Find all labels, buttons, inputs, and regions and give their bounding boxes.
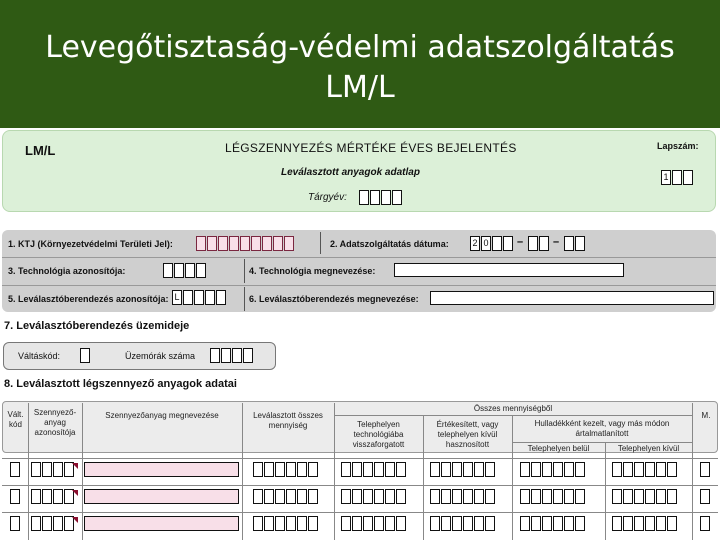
row-recycled-cell[interactable] [396, 516, 406, 531]
row-sold-cell[interactable] [485, 462, 495, 477]
field-separator-name-label: 6. Leválasztóberendezés megnevezése: [249, 294, 419, 304]
tech-id-cell[interactable] [185, 263, 195, 278]
row-pollutant-id-cell[interactable] [42, 489, 52, 504]
row-total-amount-cell[interactable] [297, 489, 307, 504]
row-sold-cell[interactable] [441, 516, 451, 531]
row-sold-cell[interactable] [452, 489, 462, 504]
row-waste-offsite-cell[interactable] [656, 462, 666, 477]
ktj-cell[interactable] [251, 236, 261, 251]
row-total-amount-cell[interactable] [297, 462, 307, 477]
row-sold[interactable] [430, 489, 496, 504]
field-tech-id-label: 3. Technológia azonosítója: [8, 266, 126, 276]
row-waste-offsite-cell[interactable] [623, 489, 633, 504]
row-sold-cell[interactable] [430, 489, 440, 504]
row-waste-offsite-cell[interactable] [667, 462, 677, 477]
row-total-amount-cell[interactable] [275, 516, 285, 531]
col-header-pollutant-name: Szennyezőanyag megnevezése [105, 411, 219, 420]
row-sold-cell[interactable] [441, 462, 451, 477]
row-pollutant-id-cell[interactable] [53, 516, 63, 531]
row-unit[interactable] [700, 516, 711, 531]
row-total-amount-cell[interactable] [297, 516, 307, 531]
row-recycled-cell[interactable] [396, 489, 406, 504]
col-header-group: Összes mennyiségből [473, 404, 553, 413]
row-waste-onsite-cell[interactable] [531, 489, 541, 504]
separator-id-cell[interactable] [216, 290, 226, 305]
slide-title-banner [0, 0, 720, 128]
row-recycled-cell[interactable] [341, 489, 351, 504]
hours-input[interactable] [210, 348, 254, 363]
col-header-offsite: Telephelyen kívül [617, 444, 680, 453]
row-total-amount[interactable] [253, 516, 319, 531]
separator-id-cell[interactable]: L [172, 290, 182, 305]
row-total-amount[interactable] [253, 462, 319, 477]
required-marker-icon [72, 490, 78, 496]
ktj-cell[interactable] [240, 236, 250, 251]
row-pollutant-id-cell[interactable] [53, 462, 63, 477]
date-cell[interactable]: 0 [481, 236, 491, 251]
row-sold-cell[interactable] [463, 489, 473, 504]
year-label: Tárgyév: [308, 192, 347, 203]
row-pollutant-id-cell[interactable] [53, 489, 63, 504]
field-ktj-label: 1. KTJ (Környezetvédelmi Területi Jel): [8, 239, 173, 249]
row-sold-cell[interactable] [474, 489, 484, 504]
year-input[interactable] [359, 190, 403, 205]
row-sold-cell[interactable] [452, 462, 462, 477]
row-divider [2, 512, 718, 513]
hours-cell[interactable] [232, 348, 242, 363]
row-sold-cell[interactable] [485, 516, 495, 531]
hours-cell[interactable] [210, 348, 220, 363]
row-pollutant-id-cell[interactable] [31, 516, 41, 531]
row-total-amount-cell[interactable] [308, 462, 318, 477]
row-switch-code[interactable] [10, 516, 21, 531]
row-recycled-cell[interactable] [363, 489, 373, 504]
separator-id-cell[interactable] [183, 290, 193, 305]
col-divider [692, 403, 693, 540]
page-cell[interactable] [683, 170, 693, 185]
row-switch-code[interactable] [10, 489, 21, 504]
row-waste-offsite-cell[interactable] [645, 516, 655, 531]
switch-code-input[interactable] [80, 348, 91, 363]
row-unit-cell[interactable] [700, 462, 710, 477]
row-waste-offsite-cell[interactable] [656, 516, 666, 531]
row-total-amount-cell[interactable] [264, 462, 274, 477]
divider [2, 285, 716, 286]
row-recycled-cell[interactable] [385, 489, 395, 504]
row-pollutant-name[interactable] [84, 462, 239, 477]
row-sold-cell[interactable] [441, 489, 451, 504]
row-recycled-cell[interactable] [374, 462, 384, 477]
row-waste-onsite-cell[interactable] [553, 489, 563, 504]
row-waste-onsite-cell[interactable] [542, 516, 552, 531]
separator-id-cell[interactable] [205, 290, 215, 305]
ktj-cell[interactable] [218, 236, 228, 251]
row-sold-cell[interactable] [452, 516, 462, 531]
row-switch-code-cell[interactable] [10, 516, 20, 531]
row-waste-onsite-cell[interactable] [553, 516, 563, 531]
row-total-amount[interactable] [253, 489, 319, 504]
page-cell[interactable]: 1 [661, 170, 671, 185]
row-waste-offsite-cell[interactable] [634, 516, 644, 531]
row-waste-offsite-cell[interactable] [645, 489, 655, 504]
col-header-switch: Vált. kód [7, 410, 24, 429]
ktj-cell[interactable] [207, 236, 217, 251]
year-cell[interactable] [359, 190, 369, 205]
row-pollutant-name[interactable] [84, 516, 239, 531]
row-total-amount-cell[interactable] [286, 462, 296, 477]
row-waste-offsite-cell[interactable] [612, 516, 622, 531]
row-sold[interactable] [430, 516, 496, 531]
tech-name-input[interactable] [394, 263, 624, 277]
field-tech-name-label: 4. Technológia megnevezése: [249, 266, 376, 276]
row-unit[interactable] [700, 462, 711, 477]
separator-id-input[interactable] [172, 290, 227, 305]
col-header-recycled: Telephelyen technológiába visszaforgatott [352, 420, 405, 449]
row-recycled-cell[interactable] [385, 462, 395, 477]
hours-cell[interactable] [243, 348, 253, 363]
row-pollutant-id-cell[interactable] [31, 489, 41, 504]
row-waste-onsite[interactable] [520, 516, 586, 531]
row-recycled-cell[interactable] [352, 516, 362, 531]
row-pollutant-id-cell[interactable] [42, 462, 52, 477]
row-switch-code-cell[interactable] [10, 462, 20, 477]
row-unit-cell[interactable] [700, 489, 710, 504]
row-total-amount-cell[interactable] [275, 489, 285, 504]
row-waste-onsite-cell[interactable] [575, 516, 585, 531]
date-cell[interactable]: 2 [470, 236, 480, 251]
date-cell[interactable] [575, 236, 585, 251]
required-marker-icon [72, 517, 78, 523]
date-cell[interactable] [539, 236, 549, 251]
date-cell[interactable] [564, 236, 574, 251]
row-recycled-cell[interactable] [352, 489, 362, 504]
col-header-unit: M. [701, 411, 711, 420]
row-sold-cell[interactable] [474, 462, 484, 477]
row-unit[interactable] [700, 489, 711, 504]
form-header-title: LÉGSZENNYEZÉS MÉRTÉKE ÉVES BEJELENTÉS [225, 141, 517, 155]
hours-label: Üzemórák száma [125, 351, 196, 361]
group-divider [512, 442, 692, 443]
col-header-sold: Értékesített, vagy telephelyen kívül hasznosított [436, 420, 499, 449]
row-waste-onsite-cell[interactable] [520, 516, 530, 531]
col-header-pollutant-id: Szennyező- anyag azonosítója [33, 408, 77, 437]
row-recycled[interactable] [341, 462, 407, 477]
row-waste-offsite-cell[interactable] [623, 462, 633, 477]
row-pollutant-id[interactable] [31, 462, 75, 477]
slide-title-line2: LM/L [325, 70, 395, 105]
row-unit-cell[interactable] [700, 516, 710, 531]
row-total-amount-cell[interactable] [253, 462, 263, 477]
row-waste-offsite[interactable] [612, 516, 678, 531]
ktj-input[interactable] [196, 236, 295, 251]
row-sold-cell[interactable] [485, 489, 495, 504]
row-pollutant-id-cell[interactable] [42, 516, 52, 531]
row-recycled-cell[interactable] [374, 516, 384, 531]
ktj-cell[interactable] [273, 236, 283, 251]
col-header-waste-group: Hulladékként kezelt, vagy más módon ártalmatlanított [534, 419, 670, 438]
row-recycled-cell[interactable] [341, 462, 351, 477]
row-recycled-cell[interactable] [385, 516, 395, 531]
date-dash: – [553, 236, 560, 248]
tech-id-cell[interactable] [163, 263, 173, 278]
row-waste-onsite-cell[interactable] [542, 489, 552, 504]
row-waste-onsite-cell[interactable] [520, 489, 530, 504]
page-label: Lapszám: [657, 141, 699, 151]
date-cell[interactable] [492, 236, 502, 251]
field-separator-id-label: 5. Leválasztóberendezés azonosítója: [8, 294, 169, 304]
row-recycled[interactable] [341, 489, 407, 504]
row-waste-offsite-cell[interactable] [667, 516, 677, 531]
row-total-amount-cell[interactable] [286, 489, 296, 504]
page-number-input[interactable] [661, 170, 694, 185]
row-waste-onsite-cell[interactable] [531, 462, 541, 477]
page-cell[interactable] [672, 170, 682, 185]
row-sold-cell[interactable] [463, 516, 473, 531]
row-recycled-cell[interactable] [363, 516, 373, 531]
ktj-cell[interactable] [229, 236, 239, 251]
date-dash: – [517, 236, 524, 248]
year-cell[interactable] [392, 190, 402, 205]
section7-title: 7. Leválasztóberendezés üzemideje [4, 320, 190, 332]
row-waste-onsite-cell[interactable] [542, 462, 552, 477]
row-waste-offsite-cell[interactable] [623, 516, 633, 531]
separator-name-input[interactable] [430, 291, 714, 305]
ktj-cell[interactable] [196, 236, 206, 251]
row-waste-onsite[interactable] [520, 489, 586, 504]
row-recycled-cell[interactable] [352, 462, 362, 477]
row-total-amount-cell[interactable] [286, 516, 296, 531]
row-waste-offsite-cell[interactable] [634, 462, 644, 477]
switch-code-cell[interactable] [80, 348, 90, 363]
divider [244, 259, 245, 283]
divider [320, 232, 321, 254]
date-month-input[interactable] [528, 236, 550, 251]
row-waste-offsite-cell[interactable] [645, 462, 655, 477]
row-recycled-cell[interactable] [396, 462, 406, 477]
hours-cell[interactable] [221, 348, 231, 363]
row-total-amount-cell[interactable] [308, 516, 318, 531]
row-switch-code[interactable] [10, 462, 21, 477]
row-waste-offsite[interactable] [612, 462, 678, 477]
date-cell[interactable] [503, 236, 513, 251]
col-header-onsite: Telephelyen belül [527, 444, 590, 453]
row-waste-offsite-cell[interactable] [656, 489, 666, 504]
tech-id-input[interactable] [163, 263, 207, 278]
row-recycled-cell[interactable] [341, 516, 351, 531]
row-pollutant-id-cell[interactable] [31, 462, 41, 477]
row-waste-onsite-cell[interactable] [553, 462, 563, 477]
tech-id-cell[interactable] [196, 263, 206, 278]
row-waste-offsite-cell[interactable] [612, 462, 622, 477]
form-header-box [2, 130, 716, 212]
row-pollutant-id[interactable] [31, 516, 75, 531]
tech-id-cell[interactable] [174, 263, 184, 278]
row-sold-cell[interactable] [474, 516, 484, 531]
row-sold-cell[interactable] [430, 462, 440, 477]
row-total-amount-cell[interactable] [264, 516, 274, 531]
switch-code-label: Váltáskód: [18, 351, 61, 361]
row-total-amount-cell[interactable] [253, 489, 263, 504]
row-divider [2, 485, 718, 486]
row-waste-onsite-cell[interactable] [564, 516, 574, 531]
ktj-cell[interactable] [262, 236, 272, 251]
row-waste-onsite-cell[interactable] [564, 462, 574, 477]
row-divider [2, 458, 718, 459]
row-waste-onsite-cell[interactable] [564, 489, 574, 504]
separator-id-cell[interactable] [194, 290, 204, 305]
row-total-amount-cell[interactable] [253, 516, 263, 531]
section8-title: 8. Leválasztott légszennyező anyagok adatai [4, 378, 237, 390]
row-waste-onsite-cell[interactable] [531, 516, 541, 531]
form-code: LM/L [25, 143, 56, 158]
row-waste-offsite-cell[interactable] [667, 489, 677, 504]
date-year-input[interactable] [470, 236, 514, 251]
required-marker-icon [72, 463, 78, 469]
row-waste-onsite-cell[interactable] [575, 462, 585, 477]
row-waste-offsite-cell[interactable] [634, 489, 644, 504]
row-waste-onsite-cell[interactable] [520, 462, 530, 477]
col-header-total: Leválasztott összes mennyiség [253, 411, 323, 430]
row-pollutant-id[interactable] [31, 489, 75, 504]
row-recycled[interactable] [341, 516, 407, 531]
row-total-amount-cell[interactable] [308, 489, 318, 504]
row-switch-code-cell[interactable] [10, 489, 20, 504]
ktj-cell[interactable] [284, 236, 294, 251]
year-cell[interactable] [370, 190, 380, 205]
row-waste-offsite-cell[interactable] [612, 489, 622, 504]
field-date-label: 2. Adatszolgáltatás dátuma: [330, 239, 449, 249]
date-day-input[interactable] [564, 236, 586, 251]
form-subheader: Leválasztott anyagok adatlap [281, 167, 420, 178]
row-waste-onsite[interactable] [520, 462, 586, 477]
year-cell[interactable] [381, 190, 391, 205]
date-cell[interactable] [528, 236, 538, 251]
group-divider [334, 415, 692, 416]
divider [244, 287, 245, 311]
row-pollutant-name[interactable] [84, 489, 239, 504]
row-recycled-cell[interactable] [363, 462, 373, 477]
row-total-amount-cell[interactable] [264, 489, 274, 504]
col-divider [82, 403, 83, 540]
row-sold[interactable] [430, 462, 496, 477]
row-total-amount-cell[interactable] [275, 462, 285, 477]
slide-title-line1: Levegőtisztaság-védelmi adatszolgáltatás [45, 30, 675, 65]
row-sold-cell[interactable] [463, 462, 473, 477]
row-sold-cell[interactable] [430, 516, 440, 531]
divider [2, 257, 716, 258]
row-waste-onsite-cell[interactable] [575, 489, 585, 504]
row-recycled-cell[interactable] [374, 489, 384, 504]
row-waste-offsite[interactable] [612, 489, 678, 504]
